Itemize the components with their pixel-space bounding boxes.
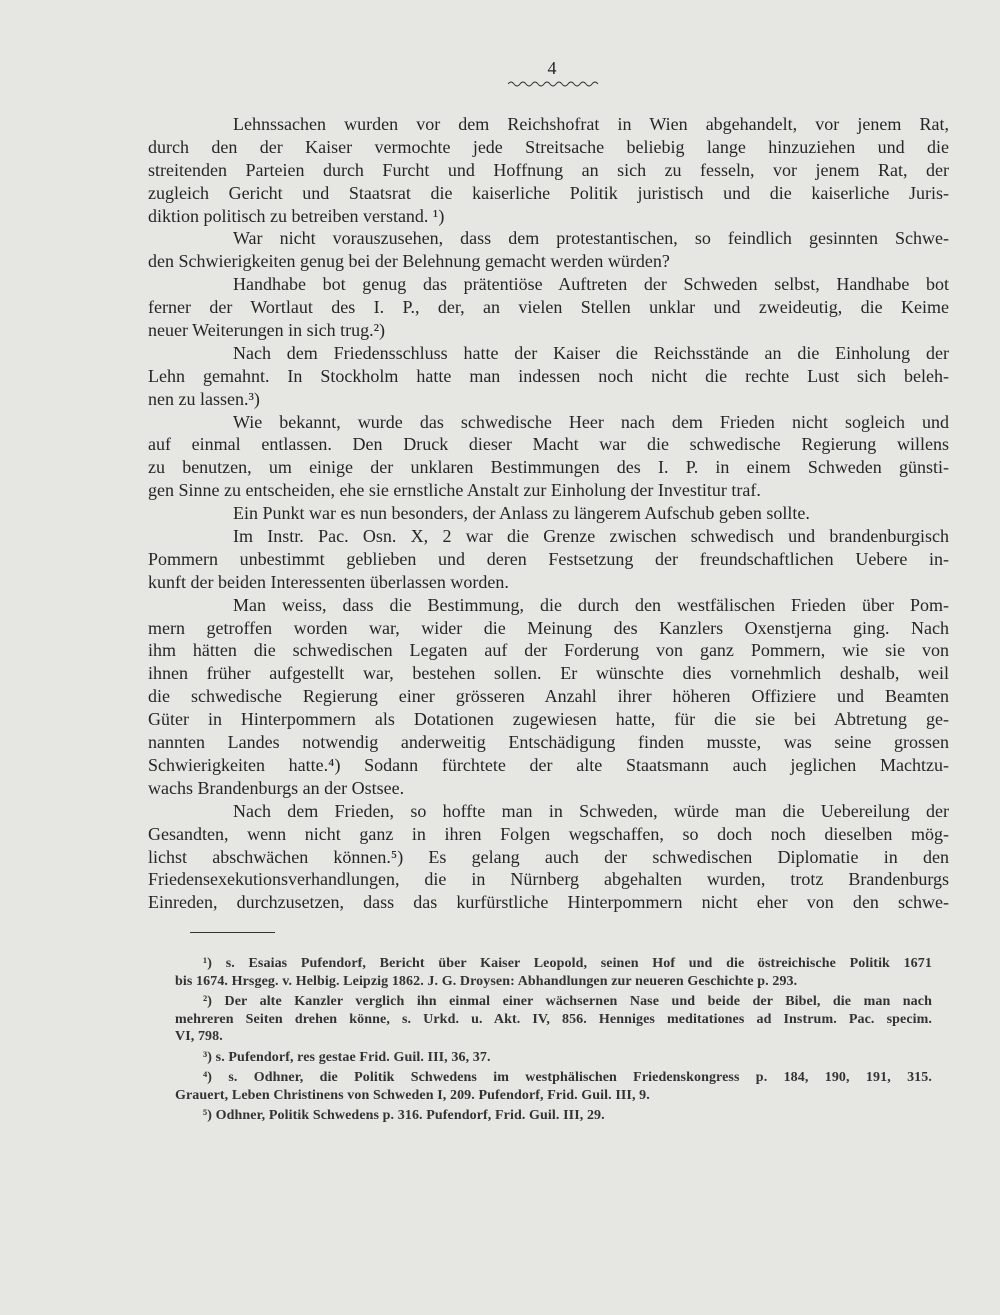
text-line: Güter in Hinterpommern als Dotationen zugewiesen hatte, für die sie bei Abtretung ge-	[148, 709, 949, 730]
text-line: kunft der beiden Interessenten überlassen worden.	[148, 571, 509, 592]
text-line: zu benutzen, um einige der unklaren Bestimmungen des I. P. in einem Schweden günsti-	[148, 457, 949, 478]
text-line: auf einmal entlassen. Den Druck dieser Macht war die schwedische Regierung willens	[148, 434, 949, 455]
footnote	[175, 1069, 932, 1104]
footnote-line: ³) s. Pufendorf, res gestae Frid. Guil. III, 36, 37.	[203, 1049, 491, 1065]
text-line: neuer Weiterungen in sich trug.²)	[148, 320, 386, 341]
text-line: den Schwierigkeiten genug bei der Belehnung gemacht werden würden?	[148, 251, 670, 272]
footnote-line: ²) Der alte Kanzler verglich ihn einmal einer wächsernen Nase und beide der Bibel, die man nach	[203, 994, 932, 1009]
text-line: Wie bekannt, wurde das schwedische Heer nach dem Frieden nicht sogleich und	[233, 411, 949, 432]
footnote-line: VI, 798.	[175, 1029, 223, 1044]
footnote-line: mehreren Seiten drehen könne, s. Urkd. u. Akt. IV, 856. Henniges meditationes ad Instrum. Pac. specim.	[175, 1011, 932, 1027]
footnote-line: bis 1674. Hrsgeg. v. Helbig. Leipzig 1862. J. G. Droysen: Abhandlungen zur neueren Geschichte p. 293.	[175, 973, 798, 989]
footnote	[175, 1049, 932, 1067]
text-line: durch den der Kaiser vermochte jede Streitsache beliebig lange hinzuziehen und die	[148, 136, 949, 157]
footnote-line: Grauert, Leben Christinens von Schweden I, 209. Pufendorf, Frid. Guil. III, 9.	[175, 1087, 650, 1103]
text-line: War nicht vorauszusehen, dass dem protestantischen, so feindlich gesinnten Schwe-	[233, 228, 949, 249]
text-line: diktion politisch zu betreiben verstand. ¹)	[148, 205, 445, 226]
text-line: Handhabe bot genug das prätentiöse Auftreten der Schweden selbst, Handhabe bot	[233, 274, 949, 295]
text-line: mern getroffen worden war, wider die Meinung des Kanzlers Oxenstjerna ging. Nach	[148, 617, 949, 638]
text-line: Gesandten, wenn nicht ganz in ihren Folgen wegschaffen, so doch noch dieselben mög-	[148, 823, 949, 844]
text-line: Nach dem Frieden, so hoffte man in Schweden, würde man die Uebereilung der	[233, 800, 949, 821]
main-text	[148, 113, 949, 914]
paragraph	[148, 342, 949, 411]
text-line: Lehnssachen wurden vor dem Reichshofrat in Wien abgehandelt, vor jenem Rat,	[233, 114, 949, 134]
footnote-divider	[190, 932, 275, 933]
text-line: Schwierigkeiten hatte.⁴) Sodann fürchtete der alte Staatsmann auch jeglichen Machtzu-	[148, 754, 949, 775]
paragraph	[148, 113, 949, 227]
text-line: Einreden, durchzusetzen, dass das kurfürstliche Hinterpommern nicht eher von den schwe-	[148, 892, 949, 913]
paragraph	[148, 800, 949, 914]
text-line: Man weiss, dass die Bestimmung, die durch den westfälischen Frieden über Pom-	[233, 594, 949, 615]
footnote-line: ⁴) s. Odhner, die Politik Schwedens im westphälischen Friedenskongress p. 184, 190, 191, 315.	[203, 1070, 932, 1085]
footnote	[175, 993, 932, 1046]
ornament-wave	[508, 80, 600, 88]
text-line: zugleich Gericht und Staatsrat die kaiserliche Politik juristisch und die kaiserliche Juris-	[148, 182, 949, 203]
text-line: gen Sinne zu entscheiden, ehe sie ernstliche Anstalt zur Einholung der Investitur traf.	[148, 480, 761, 501]
paragraph	[148, 227, 949, 273]
paragraph	[148, 594, 949, 800]
text-line: Im Instr. Pac. Osn. X, 2 war die Grenze zwischen schwedisch und brandenburgisch	[233, 526, 949, 547]
text-line: Ein Punkt war es nun besonders, der Anlass zu längerem Aufschub geben sollte.	[233, 503, 810, 524]
text-line: nen zu lassen.³)	[148, 388, 260, 409]
text-line: wachs Brandenburgs an der Ostsee.	[148, 777, 405, 798]
text-line: lichst abschwächen können.⁵) Es gelang auch der schwedischen Diplomatie in den	[148, 846, 949, 867]
text-line: Nach dem Friedensschluss hatte der Kaiser die Reichsstände an die Einholung der	[233, 342, 949, 363]
text-line: Pommern unbestimmt geblieben und deren Festsetzung der freundschaftlichen Uebere in-	[148, 548, 949, 569]
text-line: Friedensexekutionsverhandlungen, die in Nürnberg abgehalten wurden, trotz Brandenburgs	[148, 869, 949, 890]
footnotes	[175, 955, 932, 1128]
paragraph	[148, 502, 949, 525]
footnote	[175, 955, 932, 990]
page-number: 4	[547, 58, 557, 78]
paragraph	[148, 411, 949, 503]
paragraph	[148, 525, 949, 594]
text-line: die schwedische Regierung einer grösseren Anzahl ihrer höheren Offiziere und Beamten	[148, 686, 949, 707]
paragraph	[148, 273, 949, 342]
text-line: streitenden Parteien durch Furcht und Hoffnung an sich zu fesseln, vor jenem Rat, der	[148, 159, 949, 180]
text-line: ihm hätten die schwedischen Legaten auf der Forderung von ganz Pommern, wie sie von	[148, 640, 949, 661]
text-line: Lehn gemahnt. In Stockholm hatte man indessen noch nicht die rechte Lust sich beleh-	[148, 365, 949, 386]
footnote-line: ⁵) Odhner, Politik Schwedens p. 316. Pufendorf, Frid. Guil. III, 29.	[203, 1108, 605, 1123]
footnote	[175, 1107, 932, 1125]
footnote-line: ¹) s. Esaias Pufendorf, Bericht über Kaiser Leopold, seinen Hof und die östreichische Politik 1671	[203, 956, 932, 971]
text-line: ihnen früher aufgestellt war, bestehen sollen. Er wünschte dies vornehmlich deshalb, weil	[148, 663, 949, 684]
text-line: nannten Landes notwendig anderweitig Entschädigung finden musste, was seine grossen	[148, 732, 949, 753]
text-line: ferner der Wortlaut des I. P., der, an vielen Stellen unklar und zweideutig, die Keime	[148, 297, 949, 318]
